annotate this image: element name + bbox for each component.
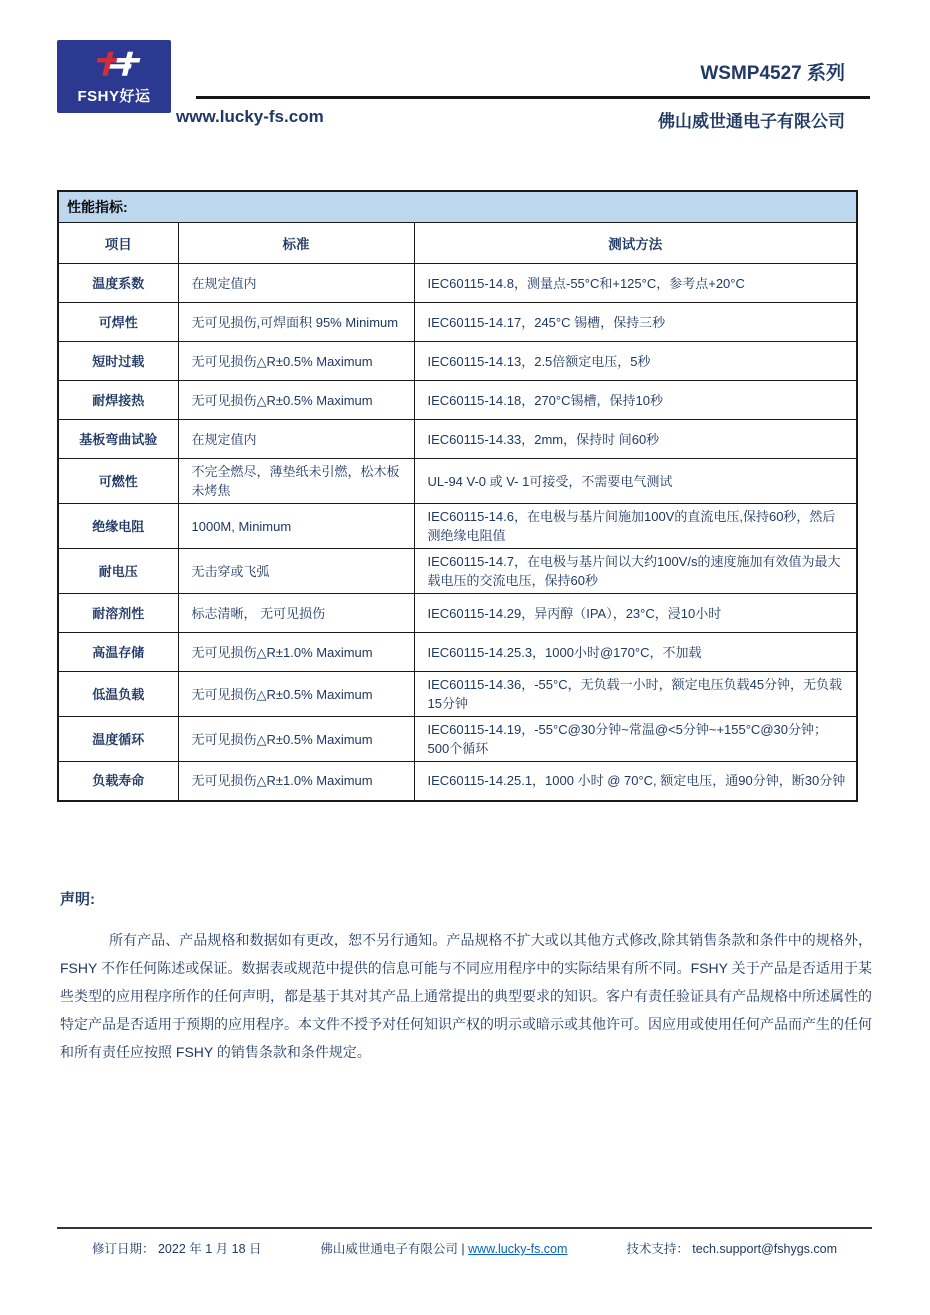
disclaimer-body: 所有产品、产品规格和数据如有更改，恕不另行通知。产品规格不扩大或以其他方式修改,除其销售条款和条件中的规格外，FSHY 不作任何陈述或保证。数据表或规范中提供的信息可能与不同应用程序中的实际结果有所不同。FSHY 关于产品是否适用于某些类型的应用程序所作的任何声明，都是基于其对其产品上通常提出的典型要求的知识。客户有责任验证具有产品规格中所述属性的特定产品是否适用于预期的应用程序。本文件不授予对任何知识产权的明示或暗示或其他许可。因应用或使用任何产品而产生的任何和所有责任应按照 FSHY 的销售条款和条件规定。 <box>60 932 872 1060</box>
table-row <box>58 717 857 762</box>
footer-company <box>320 1239 567 1257</box>
footer-website-link[interactable]: www.lucky-fs.com <box>468 1242 568 1256</box>
table-row <box>58 264 857 303</box>
table-caption: 性能指标: <box>58 191 857 223</box>
spec-standard-cell: 无可见损伤,可焊面积 95% Minimum <box>178 303 414 342</box>
spec-standard-cell: 在规定值内 <box>178 264 414 303</box>
spec-item-cell: 耐焊接热 <box>58 381 178 420</box>
table-row <box>58 303 857 342</box>
page-footer <box>57 1239 872 1257</box>
spec-item-cell: 温度系数 <box>58 264 178 303</box>
spec-standard-cell: 无可见损伤△R±1.0% Maximum <box>178 633 414 672</box>
spec-standard-cell: 标志清晰， 无可见损伤 <box>178 594 414 633</box>
table-row <box>58 594 857 633</box>
spec-method-cell: IEC60115-14.19，-55°C@30分钟~常温@<5分钟~+155°C@30分钟；500个循环 <box>414 717 857 762</box>
table-caption-row <box>58 191 857 223</box>
company-logo <box>57 40 171 113</box>
spec-standard-cell: 在规定值内 <box>178 420 414 459</box>
table-header-row <box>58 223 857 264</box>
table-row <box>58 762 857 801</box>
spec-item-cell: 耐电压 <box>58 549 178 594</box>
disclaimer-heading: 声明: <box>60 891 95 908</box>
spec-item-cell: 基板弯曲试验 <box>58 420 178 459</box>
spec-method-cell: IEC60115-14.13，2.5倍额定电压，5秒 <box>414 342 857 381</box>
spec-item-cell: 负载寿命 <box>58 762 178 801</box>
spec-standard-cell: 1000M, Minimum <box>178 504 414 549</box>
spec-standard-cell: 无可见损伤△R±0.5% Maximum <box>178 342 414 381</box>
spec-table-body <box>58 264 857 801</box>
footer-divider <box>57 1227 872 1229</box>
spec-method-cell: IEC60115-14.8，测量点-55°C和+125°C，参考点+20°C <box>414 264 857 303</box>
spec-method-cell: UL-94 V-0 或 V- 1可接受，不需要电气测试 <box>414 459 857 504</box>
header-website: www.lucky-fs.com <box>176 107 324 126</box>
spec-method-cell: IEC60115-14.6，在电极与基片间施加100V的直流电压,保持60秒，然后测绝缘电阻值 <box>414 504 857 549</box>
table-row <box>58 549 857 594</box>
spec-standard-cell: 无可见损伤△R±1.0% Maximum <box>178 762 414 801</box>
spec-item-cell: 可燃性 <box>58 459 178 504</box>
header-divider <box>196 96 870 99</box>
column-header-item: 项目 <box>58 223 178 264</box>
table-row <box>58 342 857 381</box>
footer-company-name: 佛山威世通电子有限公司 | <box>320 1242 465 1256</box>
footer-revision-date: 修订日期： 2022 年 1 月 18 日 <box>92 1242 262 1256</box>
footer-tech-support: 技术支持： tech.support@fshygs.com <box>626 1242 837 1256</box>
performance-spec-table <box>57 190 858 802</box>
table-row <box>58 504 857 549</box>
table-row <box>58 420 857 459</box>
spec-standard-cell: 无击穿或飞弧 <box>178 549 414 594</box>
table-row <box>58 459 857 504</box>
column-header-method: 测试方法 <box>414 223 857 264</box>
spec-item-cell: 短时过载 <box>58 342 178 381</box>
table-row <box>58 381 857 420</box>
spec-standard-cell: 无可见损伤△R±0.5% Maximum <box>178 672 414 717</box>
spec-item-cell: 温度循环 <box>58 717 178 762</box>
spec-method-cell: IEC60115-14.25.1，1000 小时 @ 70°C, 额定电压，通90分钟，断30分钟 <box>414 762 857 801</box>
spec-item-cell: 绝缘电阻 <box>58 504 178 549</box>
spec-standard-cell: 无可见损伤△R±0.5% Maximum <box>178 381 414 420</box>
spec-item-cell: 耐溶剂性 <box>58 594 178 633</box>
fshy-double-f-icon <box>85 50 143 87</box>
table-row <box>58 672 857 717</box>
spec-standard-cell: 无可见损伤△R±0.5% Maximum <box>178 717 414 762</box>
header-company-name: 佛山威世通电子有限公司 <box>658 112 845 131</box>
table-row <box>58 633 857 672</box>
spec-method-cell: IEC60115-14.17，245°C 锡槽，保持三秒 <box>414 303 857 342</box>
spec-item-cell: 可焊性 <box>58 303 178 342</box>
spec-method-cell: IEC60115-14.25.3，1000小时@170°C，不加载 <box>414 633 857 672</box>
spec-method-cell: IEC60115-14.29，异丙醇（IPA），23°C，浸10小时 <box>414 594 857 633</box>
spec-standard-cell: 不完全燃尽，薄垫纸未引燃，松木板未烤焦 <box>178 459 414 504</box>
series-title: WSMP4527 系列 <box>700 63 845 84</box>
spec-method-cell: IEC60115-14.7，在电极与基片间以大约100V/s的速度施加有效值为最大载电压的交流电压，保持60秒 <box>414 549 857 594</box>
logo-brand-text: FSHY好运 <box>77 87 151 105</box>
spec-item-cell: 高温存储 <box>58 633 178 672</box>
spec-method-cell: IEC60115-14.36，-55°C，无负载一小时，额定电压负载45分钟，无负载15分钟 <box>414 672 857 717</box>
column-header-standard: 标准 <box>178 223 414 264</box>
spec-method-cell: IEC60115-14.33，2mm，保持时 间60秒 <box>414 420 857 459</box>
spec-method-cell: IEC60115-14.18，270°C锡槽，保持10秒 <box>414 381 857 420</box>
disclaimer-section <box>60 888 872 1066</box>
spec-item-cell: 低温负载 <box>58 672 178 717</box>
